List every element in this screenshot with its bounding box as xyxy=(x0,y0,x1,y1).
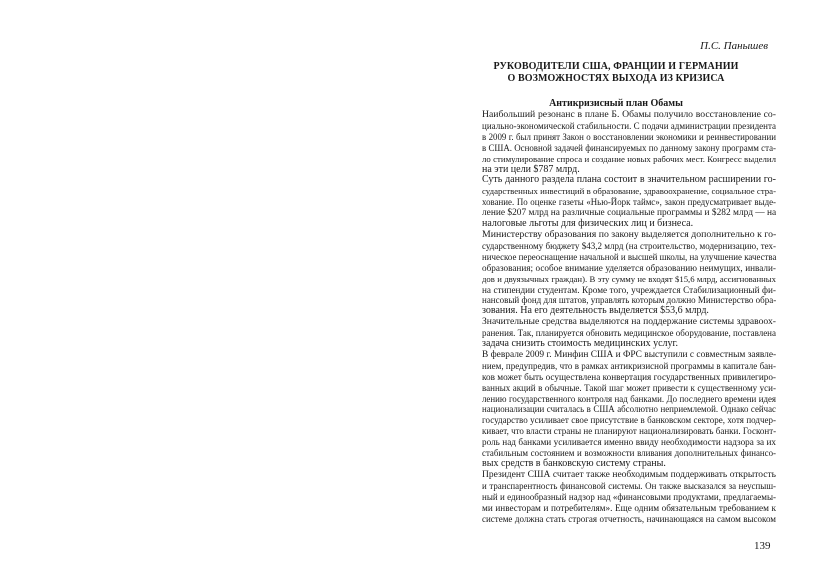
text-line: кивает, что власти страны не планируют национализировать банки. Госконт- xyxy=(482,426,777,437)
text-line: государство усиливает свое присутствие в банковском секторе, хотя подчер- xyxy=(482,415,776,426)
chapter-title-line: О ВОЗМОЖНОСТЯХ ВЫХОДА ИЗ КРИЗИСА xyxy=(507,73,725,84)
text-line: на эти цели $787 млрд. xyxy=(482,163,580,175)
text-line: циально-экономической стабильности. С подачи администрации президента xyxy=(482,120,776,131)
text-line: ков может быть осуществлена конвертация государственных привилегиро- xyxy=(482,371,776,382)
text-line: зования. На его деятельность выделяется $53,6 млрд. xyxy=(482,305,709,317)
text-line: сударственных инвестиций в образование, здравоохранение, социальное стра- xyxy=(482,186,776,197)
paragraph xyxy=(456,350,776,470)
paragraph xyxy=(456,317,776,350)
text-line: ло стимулирование спроса и создание новых рабочих мест. Конгресс выделил xyxy=(482,153,776,164)
text-line: ническое переоснащение начальной и высшей школы, на улучшение качества xyxy=(482,251,777,262)
paragraph xyxy=(456,470,776,525)
text-line: Значительные средства выделяются на поддержание системы здравоох- xyxy=(482,316,776,328)
text-line: в США. Основной задачей финансируемых по данному закону программ ста- xyxy=(482,142,776,153)
text-line: налоговые льготы для физических лиц и бизнеса. xyxy=(482,218,694,230)
chapter-title xyxy=(456,61,776,85)
paragraph xyxy=(456,230,776,317)
text-line: стабильным состоянием и возможности вливания дополнительных финансо- xyxy=(482,448,776,459)
text-line: нием, предупредив, что в рамках антикризисной программы в капитале бан- xyxy=(482,360,776,371)
text-line: на стипендии студентам. Кроме того, учреждается Стабилизационный фи- xyxy=(482,284,776,295)
text-line: образования; особое внимание уделяется образованию неимущих, инвали- xyxy=(482,262,776,273)
text-line: роль над банками усиливается именно ввиду необходимости надзора за их xyxy=(482,437,776,448)
text-line: сударственному бюджету $43,2 млрд (на строительство, модернизацию, тех- xyxy=(482,240,776,251)
running-head: П.С. Панышев xyxy=(700,40,768,52)
text-line: ление $207 млрд на различные социальные программы и $282 млрд — на xyxy=(482,208,777,219)
text-line: ранения. Так, планируется обновить медицинское оборудование, поставлена xyxy=(482,328,776,339)
text-line: ный и единообразный надзор над «финансовыми продуктами, предлагаемы- xyxy=(482,491,776,502)
text-line: В феврале 2009 г. Минфин США и ФРС выступили с совместным заявле- xyxy=(482,349,777,360)
text-line: и транспарентность финансовой системы. Он также высказался за неуспыш- xyxy=(482,480,776,491)
text-line: нансовый фонд для штатов, управлять которым должно Министерство обра- xyxy=(482,295,777,306)
text-line: Министерству образования по закону выделяется дополнительно к го- xyxy=(482,228,777,240)
chapter-title-line: РУКОВОДИТЕЛИ США, ФРАНЦИИ И ГЕРМАНИИ xyxy=(493,61,739,72)
text-line: национализации считалась в США абсолютно неприемлемой. Однако сейчас xyxy=(482,404,776,415)
text-line: дов и двуязычных граждан). В эту сумму не входят $15,6 млрд, ассигнованных xyxy=(482,273,776,284)
text-line: Президент США считает также необходимым поддерживать открытость xyxy=(482,469,776,480)
body-text xyxy=(456,110,776,524)
page-number: 139 xyxy=(754,540,771,552)
text-line: Суть данного раздела плана состоит в значительном расширении го- xyxy=(482,174,776,186)
text-line: в 2009 г. был принят Закон о восстановлении экономики и реинвестировании xyxy=(482,131,776,142)
text-line: системе должна стать строгая отчетность, начинающаяся на самом высоком xyxy=(482,513,776,524)
text-line: вых средств в банковскую систему страны. xyxy=(482,458,666,469)
section-title: Антикризисный план Обамы xyxy=(549,98,683,109)
text-line: задача снизить стоимость медицинских услуг. xyxy=(482,338,679,350)
text-line: хование. По оценке газеты «Нью-Йорк таймс», закон предусматривает выде- xyxy=(482,197,776,208)
text-line: Наибольший резонанс в плане Б. Обамы получило восстановление со- xyxy=(482,109,776,120)
text-line: ванных акций в обычные. Такой шаг может привести к существенному уси- xyxy=(482,382,776,393)
paragraph xyxy=(456,110,776,175)
text-line: лению государственного контроля над банками. До последнего времени идея xyxy=(482,393,776,404)
text-line: ми инвесторам и потребителям». Еще одним обязательным требованием к xyxy=(482,502,776,513)
paragraph xyxy=(456,175,776,230)
